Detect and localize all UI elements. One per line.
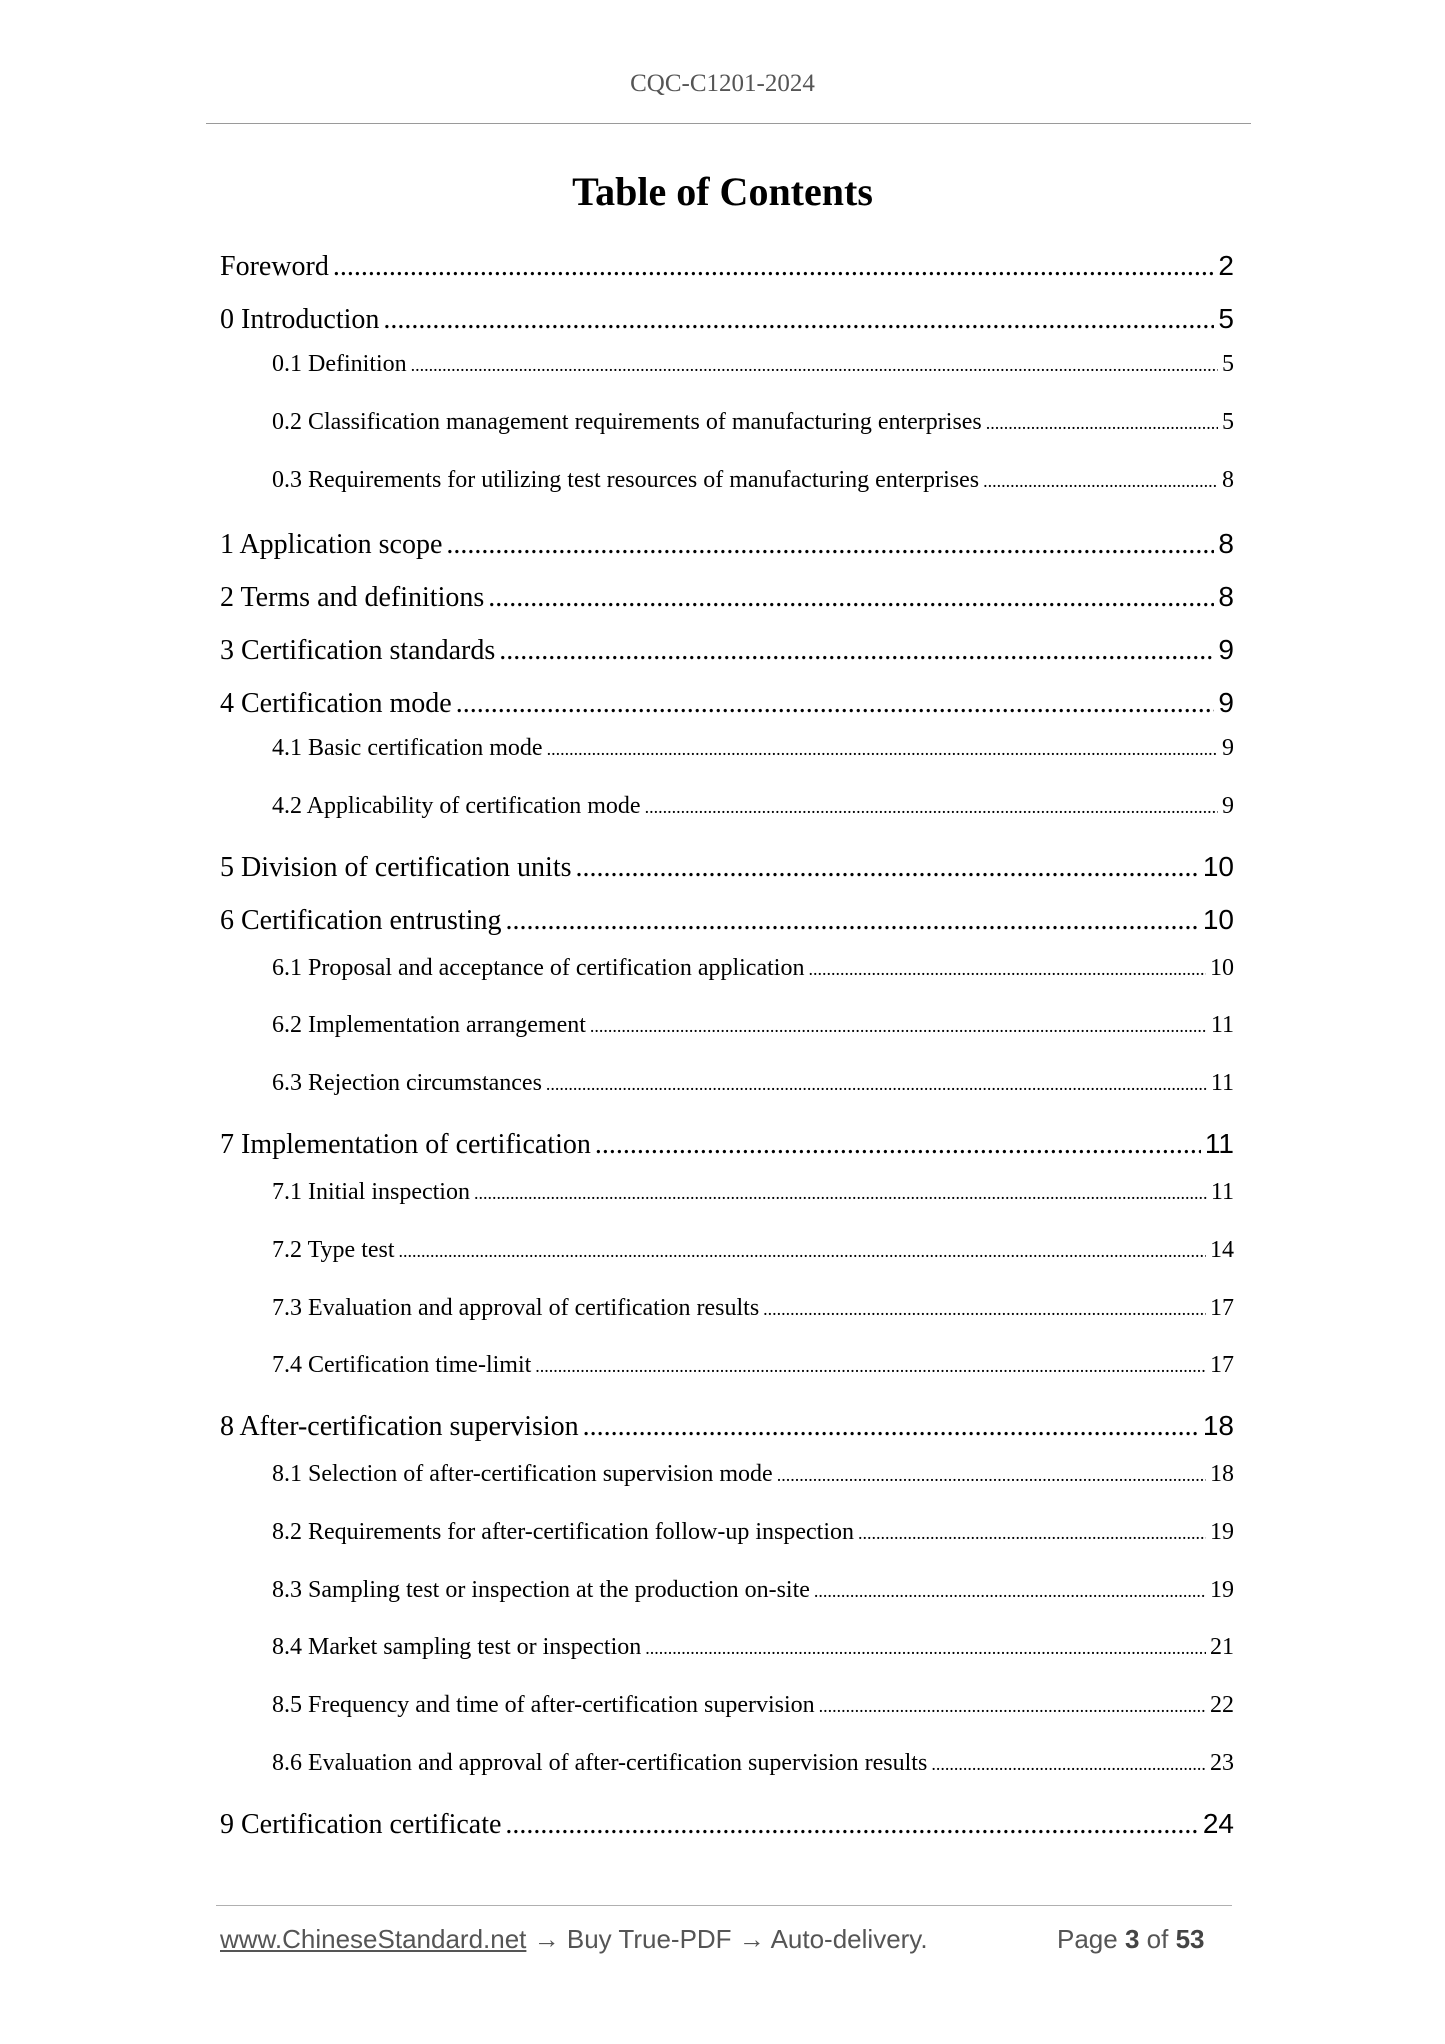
toc-page-number: 11 bbox=[1210, 1070, 1234, 1096]
toc-page-number: 17 bbox=[1210, 1352, 1234, 1378]
toc-dot-leader bbox=[983, 467, 1218, 494]
toc-dot-leader bbox=[333, 251, 1215, 283]
toc-section-entry[interactable] bbox=[272, 1070, 1234, 1097]
toc-dot-leader bbox=[446, 529, 1214, 561]
toc-page-number: 11 bbox=[1210, 1012, 1234, 1038]
toc-dot-leader bbox=[814, 1577, 1206, 1604]
header-divider bbox=[206, 123, 1251, 124]
toc-section-entry[interactable] bbox=[272, 409, 1234, 436]
toc-section-entry[interactable] bbox=[272, 793, 1234, 820]
toc-dot-leader bbox=[777, 1461, 1206, 1488]
toc-page-number: 18 bbox=[1202, 1410, 1234, 1441]
toc-page-number: 10 bbox=[1202, 904, 1234, 935]
toc-section-entry[interactable] bbox=[272, 1295, 1234, 1322]
page-word: Page bbox=[1057, 1924, 1118, 1954]
toc-section-entry[interactable] bbox=[272, 1012, 1234, 1039]
toc-entry-label: 8.3 Sampling test or inspection at the production on-site bbox=[272, 1577, 810, 1603]
toc-dot-leader bbox=[535, 1352, 1206, 1379]
toc-chapter-entry[interactable] bbox=[220, 528, 1234, 561]
toc-entry-label: 3 Certification standards bbox=[220, 635, 496, 666]
toc-entry-label: 0.1 Definition bbox=[272, 351, 407, 377]
toc-page-number: 8 bbox=[1222, 467, 1234, 493]
toc-dot-leader bbox=[819, 1692, 1206, 1719]
toc-dot-leader bbox=[858, 1519, 1206, 1546]
total-pages: 53 bbox=[1175, 1924, 1205, 1954]
toc-page-number: 5 bbox=[1222, 409, 1234, 435]
footer-divider bbox=[216, 1905, 1232, 1906]
footer-tagline: → Buy True-PDF → Auto-delivery. bbox=[526, 1924, 928, 1954]
toc-page-number: 9 bbox=[1222, 793, 1234, 819]
toc-page-number: 9 bbox=[1218, 634, 1234, 665]
toc-chapter-entry[interactable] bbox=[220, 904, 1234, 937]
toc-page-number: 5 bbox=[1222, 351, 1234, 377]
toc-dot-leader bbox=[645, 1634, 1206, 1661]
toc-entry-label: 0.2 Classification management requirements of manufacturing enterprises bbox=[272, 409, 982, 435]
toc-dot-leader bbox=[488, 582, 1214, 614]
toc-entry-label: 4.1 Basic certification mode bbox=[272, 735, 543, 761]
toc-chapter-entry[interactable] bbox=[220, 250, 1234, 283]
toc-section-entry[interactable] bbox=[272, 735, 1234, 762]
toc-section-entry[interactable] bbox=[272, 1750, 1234, 1777]
toc-dot-leader bbox=[595, 1129, 1201, 1161]
toc-page-number: 23 bbox=[1210, 1750, 1234, 1776]
toc-section-entry[interactable] bbox=[272, 1461, 1234, 1488]
toc-page-number: 18 bbox=[1210, 1461, 1234, 1487]
toc-page-number: 2 bbox=[1218, 250, 1234, 281]
current-page-number: 3 bbox=[1124, 1924, 1140, 1954]
toc-section-entry[interactable] bbox=[272, 1179, 1234, 1206]
toc-chapter-entry[interactable] bbox=[220, 1808, 1234, 1841]
toc-chapter-entry[interactable] bbox=[220, 687, 1234, 720]
toc-dot-leader bbox=[399, 1237, 1206, 1264]
toc-entry-label: 6.1 Proposal and acceptance of certification application bbox=[272, 955, 805, 981]
toc-dot-leader bbox=[808, 955, 1206, 982]
toc-page-number: 5 bbox=[1218, 303, 1234, 334]
toc-entry-label: 1 Application scope bbox=[220, 529, 443, 560]
toc-section-entry[interactable] bbox=[272, 955, 1234, 982]
toc-section-entry[interactable] bbox=[272, 1634, 1234, 1661]
page-title: Table of Contents bbox=[572, 169, 873, 214]
toc-section-entry[interactable] bbox=[272, 1519, 1234, 1546]
toc-dot-leader bbox=[576, 852, 1199, 884]
toc-section-entry[interactable] bbox=[272, 351, 1234, 378]
toc-entry-label: 4 Certification mode bbox=[220, 688, 452, 719]
toc-chapter-entry[interactable] bbox=[220, 581, 1234, 614]
toc-page-number: 9 bbox=[1218, 687, 1234, 718]
toc-entry-label: 6 Certification entrusting bbox=[220, 905, 502, 936]
toc-page-number: 10 bbox=[1210, 955, 1234, 981]
toc-page-number: 14 bbox=[1210, 1237, 1234, 1263]
toc-chapter-entry[interactable] bbox=[220, 851, 1234, 884]
toc-entry-label: 9 Certification certificate bbox=[220, 1809, 502, 1840]
toc-dot-leader bbox=[547, 735, 1218, 762]
toc-entry-label: 2 Terms and definitions bbox=[220, 582, 485, 613]
toc-dot-leader bbox=[931, 1750, 1206, 1777]
toc-entry-label: 0 Introduction bbox=[220, 304, 380, 335]
toc-page-number: 8 bbox=[1218, 581, 1234, 612]
toc-page-number: 9 bbox=[1222, 735, 1234, 761]
toc-entry-label: Foreword bbox=[220, 251, 329, 282]
toc-dot-leader bbox=[583, 1411, 1199, 1443]
toc-entry-label: 8.6 Evaluation and approval of after-certification supervision results bbox=[272, 1750, 928, 1776]
toc-section-entry[interactable] bbox=[272, 1352, 1234, 1379]
toc-dot-leader bbox=[986, 409, 1218, 436]
toc-chapter-entry[interactable] bbox=[220, 1128, 1234, 1161]
toc-dot-leader bbox=[411, 351, 1218, 378]
toc-page-number: 10 bbox=[1202, 851, 1234, 882]
toc-chapter-entry[interactable] bbox=[220, 303, 1234, 336]
toc-entry-label: 0.3 Requirements for utilizing test resources of manufacturing enterprises bbox=[272, 467, 980, 493]
toc-entry-label: 8.1 Selection of after-certification supervision mode bbox=[272, 1461, 773, 1487]
toc-page-number: 22 bbox=[1210, 1692, 1234, 1718]
toc-entry-label: 7 Implementation of certification bbox=[220, 1129, 591, 1160]
toc-dot-leader bbox=[499, 635, 1214, 667]
document-code-header: CQC-C1201-2024 bbox=[630, 70, 815, 97]
toc-dot-leader bbox=[456, 688, 1215, 720]
toc-entry-label: 7.4 Certification time-limit bbox=[272, 1352, 532, 1378]
toc-page-number: 21 bbox=[1210, 1634, 1234, 1660]
toc-entry-label: 8.5 Frequency and time of after-certification supervision bbox=[272, 1692, 815, 1718]
toc-section-entry[interactable] bbox=[272, 1237, 1234, 1264]
toc-entry-label: 7.2 Type test bbox=[272, 1237, 395, 1263]
toc-dot-leader bbox=[505, 1809, 1198, 1841]
toc-page-number: 19 bbox=[1210, 1577, 1234, 1603]
toc-page-number: 8 bbox=[1218, 528, 1234, 559]
toc-section-entry[interactable] bbox=[272, 467, 1234, 494]
toc-page-number: 11 bbox=[1204, 1128, 1234, 1159]
toc-dot-leader bbox=[763, 1295, 1206, 1322]
toc-entry-label: 7.1 Initial inspection bbox=[272, 1179, 470, 1205]
page-indicator bbox=[1057, 1924, 1205, 1955]
footer-promo bbox=[220, 1924, 928, 1955]
toc-dot-leader bbox=[590, 1012, 1207, 1039]
toc-entry-label: 7.3 Evaluation and approval of certification results bbox=[272, 1295, 760, 1321]
toc-chapter-entry[interactable] bbox=[220, 1410, 1234, 1443]
toc-dot-leader bbox=[506, 905, 1199, 937]
toc-page-number: 24 bbox=[1202, 1808, 1234, 1839]
toc-entry-label: 6.2 Implementation arrangement bbox=[272, 1012, 586, 1038]
toc-entry-label: 8 After-certification supervision bbox=[220, 1411, 579, 1442]
toc-entry-label: 8.4 Market sampling test or inspection bbox=[272, 1634, 642, 1660]
toc-page-number: 11 bbox=[1210, 1179, 1234, 1205]
toc-dot-leader bbox=[645, 793, 1218, 820]
toc-chapter-entry[interactable] bbox=[220, 634, 1234, 667]
toc-dot-leader bbox=[474, 1179, 1207, 1206]
toc-entry-label: 6.3 Rejection circumstances bbox=[272, 1070, 542, 1096]
toc-section-entry[interactable] bbox=[272, 1692, 1234, 1719]
toc-dot-leader bbox=[546, 1070, 1207, 1097]
toc-page-number: 17 bbox=[1210, 1295, 1234, 1321]
toc-section-entry[interactable] bbox=[272, 1577, 1234, 1604]
of-word: of bbox=[1146, 1924, 1169, 1954]
toc-entry-label: 5 Division of certification units bbox=[220, 852, 572, 883]
toc-dot-leader bbox=[383, 304, 1214, 336]
toc-page-number: 19 bbox=[1210, 1519, 1234, 1545]
website-link[interactable]: www.ChineseStandard.net bbox=[220, 1924, 527, 1954]
toc-entry-label: 4.2 Applicability of certification mode bbox=[272, 793, 641, 819]
toc-entry-label: 8.2 Requirements for after-certification follow-up inspection bbox=[272, 1519, 854, 1545]
